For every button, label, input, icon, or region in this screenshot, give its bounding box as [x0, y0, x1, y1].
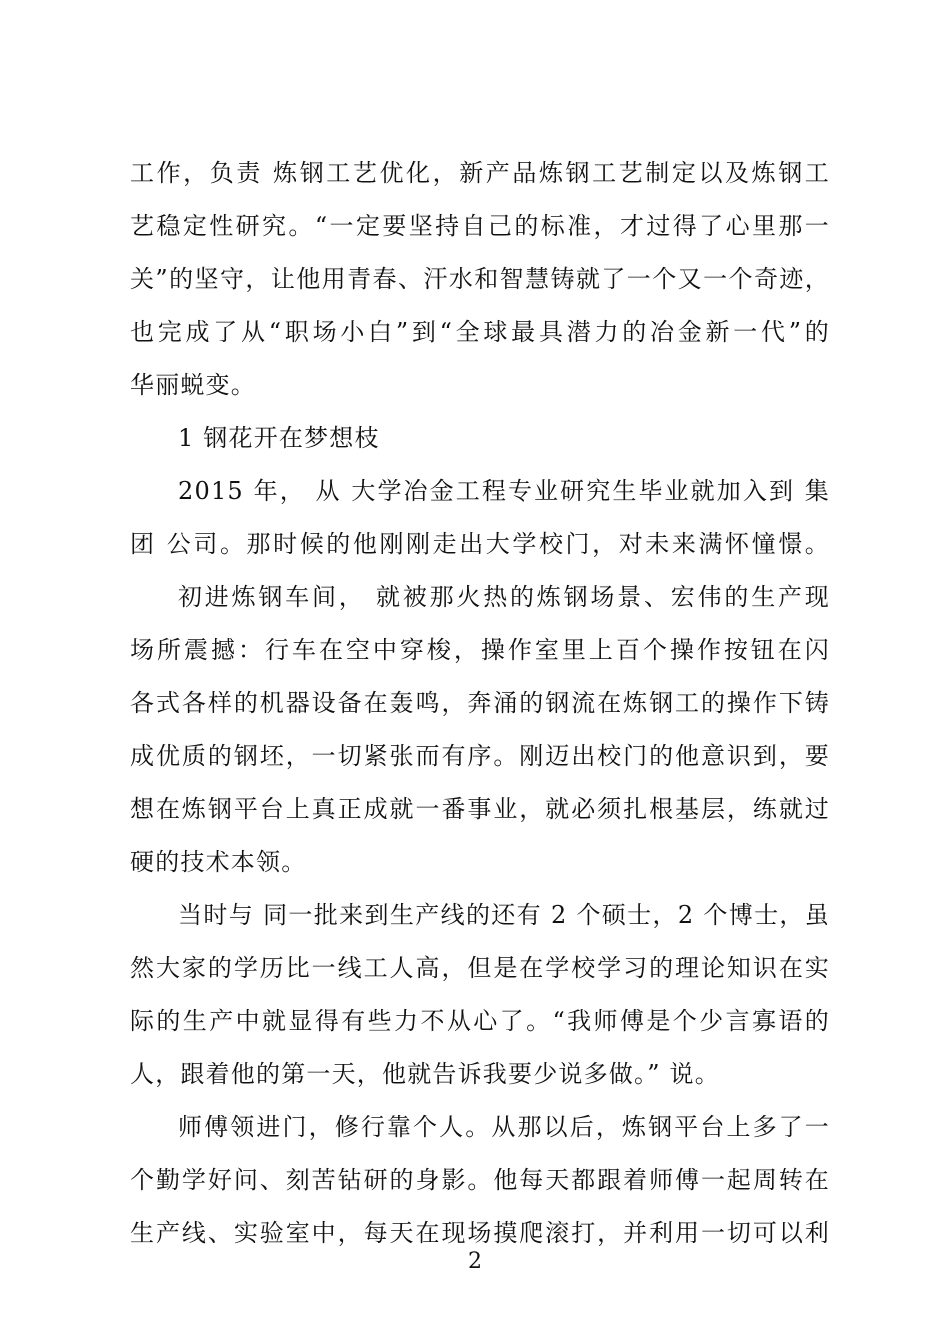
text-line: 人，跟着他的第一天，他就告诉我要少说多做。” 说。: [130, 1060, 720, 1088]
text-line: 想在炼钢平台上真正成就一番事业，就必须扎根基层，练就过: [130, 795, 830, 823]
text-line: 工作，负责 炼钢工艺优化，新产品炼钢工艺制定以及炼钢工: [130, 159, 830, 187]
text-line: 华丽蜕变。: [130, 371, 256, 399]
section-heading: 1 钢花开在梦想枝: [178, 424, 380, 452]
text-line: 团 公司。那时候的他刚刚走出大学校门，对未来满怀憧憬。: [130, 530, 830, 558]
text-line: 关”的坚守，让他用青春、汗水和智慧铸就了一个又一个奇迹，: [130, 265, 830, 293]
text-line: 初进炼钢车间， 就被那火热的炼钢场景、宏伟的生产现: [178, 583, 830, 611]
page-number: 2: [468, 1249, 482, 1274]
text-line: 生产线、实验室中，每天在现场摸爬滚打，并利用一切可以利: [130, 1219, 830, 1247]
text-line: 2015 年， 从 大学冶金工程专业研究生毕业就加入到 集: [178, 477, 830, 505]
text-line: 然大家的学历比一线工人高，但是在学校学习的理论知识在实: [130, 954, 830, 982]
text-line: 也完成了从“职场小白”到“全球最具潜力的冶金新一代”的: [130, 318, 830, 346]
text-line: 场所震撼：行车在空中穿梭，操作室里上百个操作按钮在闪: [130, 636, 830, 664]
text-line: 师傅领进门，修行靠个人。从那以后，炼钢平台上多了一: [178, 1113, 830, 1141]
text-line: 际的生产中就显得有些力不从心了。“我师傅是个少言寡语的: [130, 1007, 830, 1035]
text-line: 硬的技术本领。: [130, 848, 307, 876]
text-line: 当时与 同一批来到生产线的还有 2 个硕士，2 个博士，虽: [178, 901, 830, 929]
text-line: 艺稳定性研究。“一定要坚持自己的标准，才过得了心里那一: [130, 212, 830, 240]
text-line: 各式各样的机器设备在轰鸣，奔涌的钢流在炼钢工的操作下铸: [130, 689, 830, 717]
text-line: 个勤学好问、刻苦钻研的身影。他每天都跟着师傅一起周转在: [130, 1166, 830, 1194]
text-line: 成优质的钢坯，一切紧张而有序。刚迈出校门的他意识到，要: [130, 742, 830, 770]
